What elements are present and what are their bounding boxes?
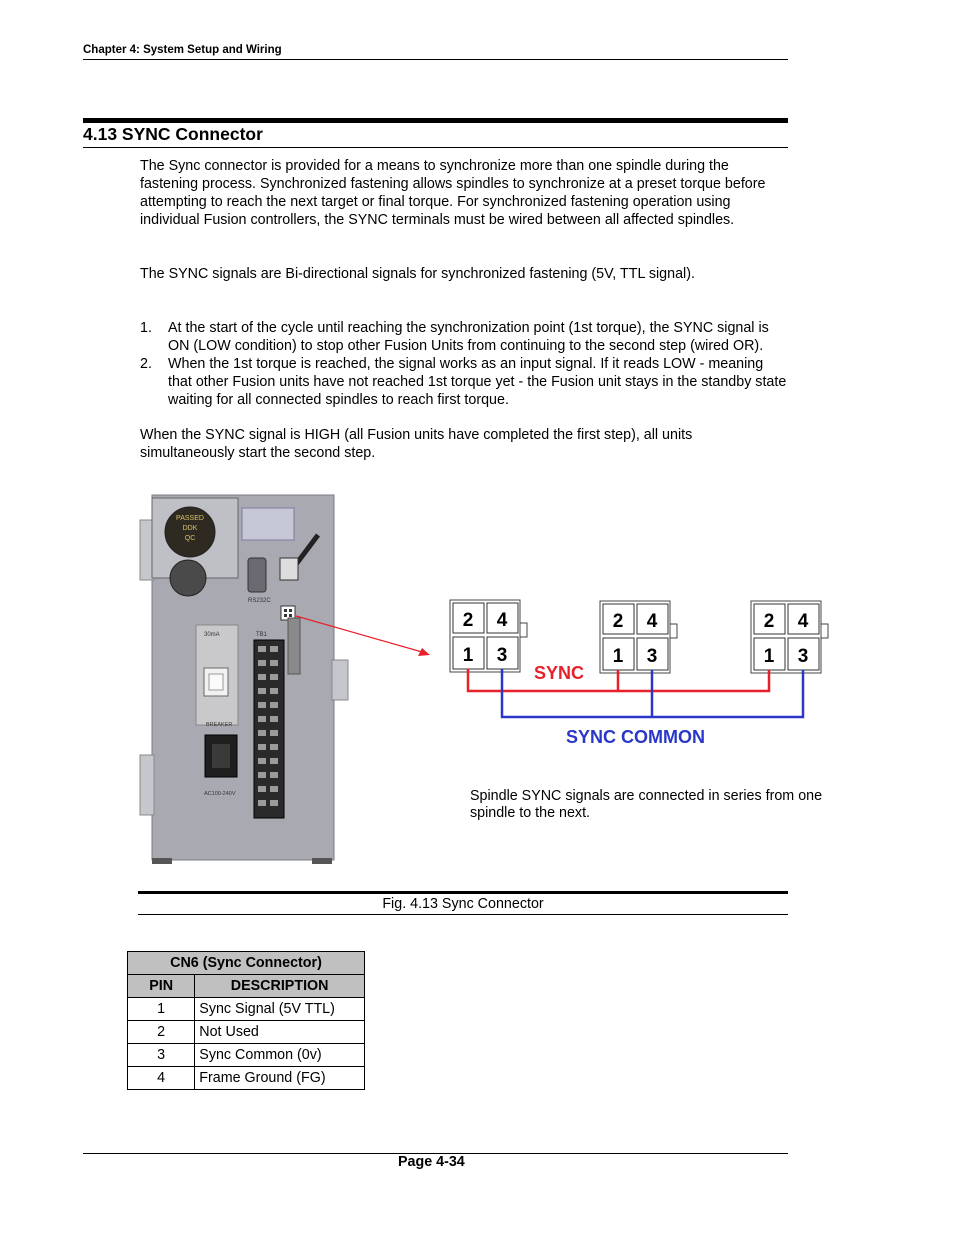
power-label: AC100-240V <box>204 791 236 797</box>
connector-3 <box>751 601 828 673</box>
pin-cell: 2 <box>128 1021 195 1044</box>
pin-label: 3 <box>496 645 508 666</box>
description-cell: Not Used <box>195 1021 365 1044</box>
list-text: At the start of the cycle until reaching the synchronization point (1st torque), the SYNC signal is ON (LOW condition) to stop other Fusion Units from continuing to the second step (wired OR). <box>168 320 769 354</box>
sticker-text: PASSED <box>176 515 204 522</box>
closing-paragraph: When the SYNC signal is HIGH (all Fusion units have completed the first step), all units simultaneously start the second step. <box>140 427 693 461</box>
cn6-pin-table <box>127 951 365 1090</box>
intro-paragraph: The Sync connector is provided for a means to synchronize more than one spindle during the fastening process. Synchronized fastening allows spindles to synchronize at a preset torque before attempting to reach the next target or final torque. For synchronized fastening operation using individual Fusion controllers, the SYNC terminals must be wired between all affected spindles. <box>140 158 766 228</box>
connector-2 <box>600 601 677 673</box>
section-rule-top <box>83 118 788 123</box>
list-text: When the 1st torque is reached, the signal works as an input signal. If it reads LOW - meaning that other Fusion units have not reached 1st torque yet - the Fusion unit stays in the standby state waiting for all connected spindles to reach first torque. <box>168 356 787 408</box>
pin-label: 3 <box>646 646 658 667</box>
pin-label: 2 <box>612 611 624 632</box>
sticker-text: DDK <box>182 525 198 532</box>
sync-steps-list <box>140 319 790 409</box>
chapter-header: Chapter 4: System Setup and Wiring <box>83 44 282 56</box>
figure-rule-top <box>138 891 788 894</box>
sync-common-label: SYNC COMMON <box>566 727 705 747</box>
list-item <box>140 319 790 355</box>
figure-side-caption: Spindle SYNC signals are connected in series from one spindle to the next. <box>470 788 823 821</box>
description-cell: Sync Signal (5V TTL) <box>195 998 365 1021</box>
pin-label: 4 <box>496 610 508 631</box>
pin-label: 4 <box>646 611 658 632</box>
current-label: 30mA <box>204 632 220 638</box>
list-number: 1. <box>140 320 152 336</box>
pin-label: 2 <box>763 611 775 632</box>
description-cell: Frame Ground (FG) <box>195 1067 365 1090</box>
figure-rule-bottom <box>138 914 788 915</box>
pin-cell: 4 <box>128 1067 195 1090</box>
pin-cell: 3 <box>128 1044 195 1067</box>
pin-label: 4 <box>797 611 809 632</box>
figure-caption: Fig. 4.13 Sync Connector <box>382 896 544 912</box>
breaker-label: BREAKER <box>206 722 233 728</box>
list-item <box>140 355 790 409</box>
sticker-text: QC <box>184 535 196 542</box>
column-header-pin: PIN <box>128 975 195 998</box>
pin-label: 2 <box>462 610 474 631</box>
pin-label: 1 <box>763 646 775 667</box>
tb-label: TB1 <box>256 632 268 638</box>
fusion-controller-image <box>140 495 348 864</box>
list-number: 2. <box>140 356 152 372</box>
section-title: 4.13 SYNC Connector <box>83 124 263 144</box>
table-row <box>128 998 365 1021</box>
table-title: CN6 (Sync Connector) <box>128 952 365 975</box>
connector-1 <box>450 600 527 672</box>
section-rule-bottom <box>83 147 788 148</box>
column-header-description: DESCRIPTION <box>195 975 365 998</box>
header-rule <box>83 59 788 60</box>
table-row <box>128 1044 365 1067</box>
page-number: Page 4-34 <box>398 1154 465 1170</box>
table-row <box>128 1067 365 1090</box>
sync-label: SYNC <box>534 663 585 683</box>
pin-label: 3 <box>797 646 809 667</box>
description-cell: Sync Common (0v) <box>195 1044 365 1067</box>
pin-label: 1 <box>612 646 624 667</box>
pin-label: 1 <box>462 645 474 666</box>
table-row <box>128 1021 365 1044</box>
signal-paragraph: The SYNC signals are Bi-directional signals for synchronized fastening (5V, TTL signal). <box>140 266 695 282</box>
rs232-label: RS232C <box>248 598 271 604</box>
pin-cell: 1 <box>128 998 195 1021</box>
